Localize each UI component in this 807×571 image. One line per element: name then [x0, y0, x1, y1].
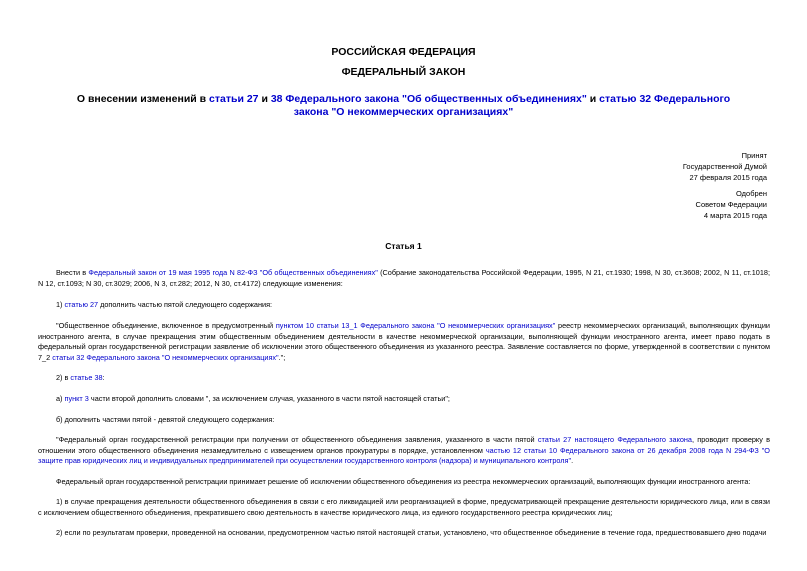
paragraph-case-2: 2) если по результатам проверки, проведенной на основании, предусмотренном частью пятой настоящей статьи, установлено, что общественное объединение в течение года, предшествовавшего дню подачи [56, 528, 767, 537]
article-title: Статья 1 [385, 241, 422, 251]
adopted-label: Принят [741, 151, 767, 160]
adopted-block [683, 150, 767, 183]
text: Внести в [56, 268, 89, 277]
law-type-heading: ФЕДЕРАЛЬНЫЙ ЗАКОН [341, 66, 466, 78]
title-link-article-27[interactable]: статьи 27 [209, 93, 259, 105]
title-text: и [258, 93, 271, 105]
country-heading: РОССИЙСКАЯ ФЕДЕРАЦИЯ [331, 46, 476, 58]
text: части второй дополнить словами ", за исключением случая, указанного в части пятой настоящей статьи"; [88, 394, 450, 403]
title-text: О внесении изменений в [76, 93, 210, 105]
text: . [571, 456, 574, 465]
link-article-38[interactable]: статье 38 [70, 373, 103, 382]
link-article-27-this-law[interactable]: статьи 27 настоящего Федерального закона [537, 435, 692, 444]
text: , проводит проверку в отношении этого общественного объединения незамедлительно с извещением органов прокуратуры в порядке, установленном [38, 435, 770, 455]
text: ."; [278, 352, 286, 362]
text: а) [56, 394, 65, 403]
paragraph-case-1: 1) в случае прекращения деятельности общественного объединения в связи с его ликвидацией или реорганизацией в форме, предусматривающей прекращение деятельности юридического лица, или в связи с исключением общественного объединения, прекратившего свою деятельность в качестве юридического лица, из единого государственного реестра юридических лиц; [38, 497, 770, 517]
approved-date: 4 марта 2015 года [703, 211, 767, 220]
paragraph-item-2 [38, 373, 770, 384]
text: 2) в [56, 373, 71, 382]
adopted-date: 27 февраля 2015 года [689, 173, 767, 182]
link-part-12-article-10-294fz[interactable]: частью 12 статьи 10 Федерального закона от 26 декабря 2008 года N 294-ФЗ "О защите прав юридических лиц и индивидуальных предпринимателей при осуществлении государственного контроля (надзора) и муниципального контроля" [38, 445, 770, 465]
link-item-10-article-13-1[interactable]: пунктом 10 статьи 13_1 Федерального закона "О некоммерческих организациях" [275, 321, 556, 330]
text: : [102, 373, 105, 382]
title-link-article-32[interactable]: статью 32 Федерального закона "О некоммерческих организациях" [293, 93, 731, 118]
title-link-article-38[interactable]: 38 Федерального закона "Об общественных объединениях" [270, 93, 587, 105]
paragraph-decision: Федеральный орган государственной регистрации принимает решение об исключении общественного объединения из реестра некоммерческих организаций, выполняющих функции иностранного агента: [56, 477, 751, 486]
paragraph-item-a [38, 394, 770, 405]
text: реестр некоммерческих организаций, выполняющих функции иностранного агента, в случае прекращения этим общественным объединением деятельности в качестве некоммерческой организации, выполняющей функции иностранного агента, имеет право подать в федеральный орган государственной регистрации заявление об исключении этого общественного объединения из указанного реестра. Заявление составляется по форме, утвержденной в соответствии с пунктом 7_2 [38, 321, 770, 362]
adopted-body: Государственной Думой [682, 162, 767, 171]
paragraph-intro [38, 268, 770, 289]
link-article-27[interactable]: статью 27 [64, 300, 99, 309]
title-text: и [586, 93, 600, 105]
text: "Общественное объединение, включенное в предусмотренный [56, 321, 276, 330]
text: (Собрание законодательства Российской Федерации, 1995, N 21, ст.1930; 1998, N 30, ст.3608; 2002, N 11, ст.1018; N 12, ст.1093; N 30, ст.3029; 2006, N 3, ст.282; 2012, N 30, ст.4172) следующие изменения: [38, 268, 770, 288]
link-article-32-nko[interactable]: статьи 32 Федерального закона "О некоммерческих организациях" [52, 352, 279, 362]
paragraph-item-1 [38, 300, 770, 311]
paragraph-item-b: б) дополнить частями пятой - девятой следующего содержания: [56, 415, 275, 424]
text: "Федеральный орган государственной регистрации при получении от общественного объединения заявления, указанного в части пятой [56, 435, 538, 444]
link-federal-law-82fz[interactable]: Федеральный закон от 19 мая 1995 года N 82-ФЗ "Об общественных объединениях" [88, 268, 378, 277]
law-title [60, 93, 747, 119]
paragraph-quote-2 [38, 435, 770, 467]
text: 1) [56, 300, 65, 309]
text: дополнить частью пятой следующего содержания: [98, 300, 273, 309]
approved-label: Одобрен [736, 189, 767, 198]
link-point-3[interactable]: пункт 3 [64, 394, 89, 403]
paragraph-quote-1 [38, 321, 770, 363]
approved-body: Советом Федерации [695, 200, 767, 209]
approved-block [696, 188, 767, 221]
